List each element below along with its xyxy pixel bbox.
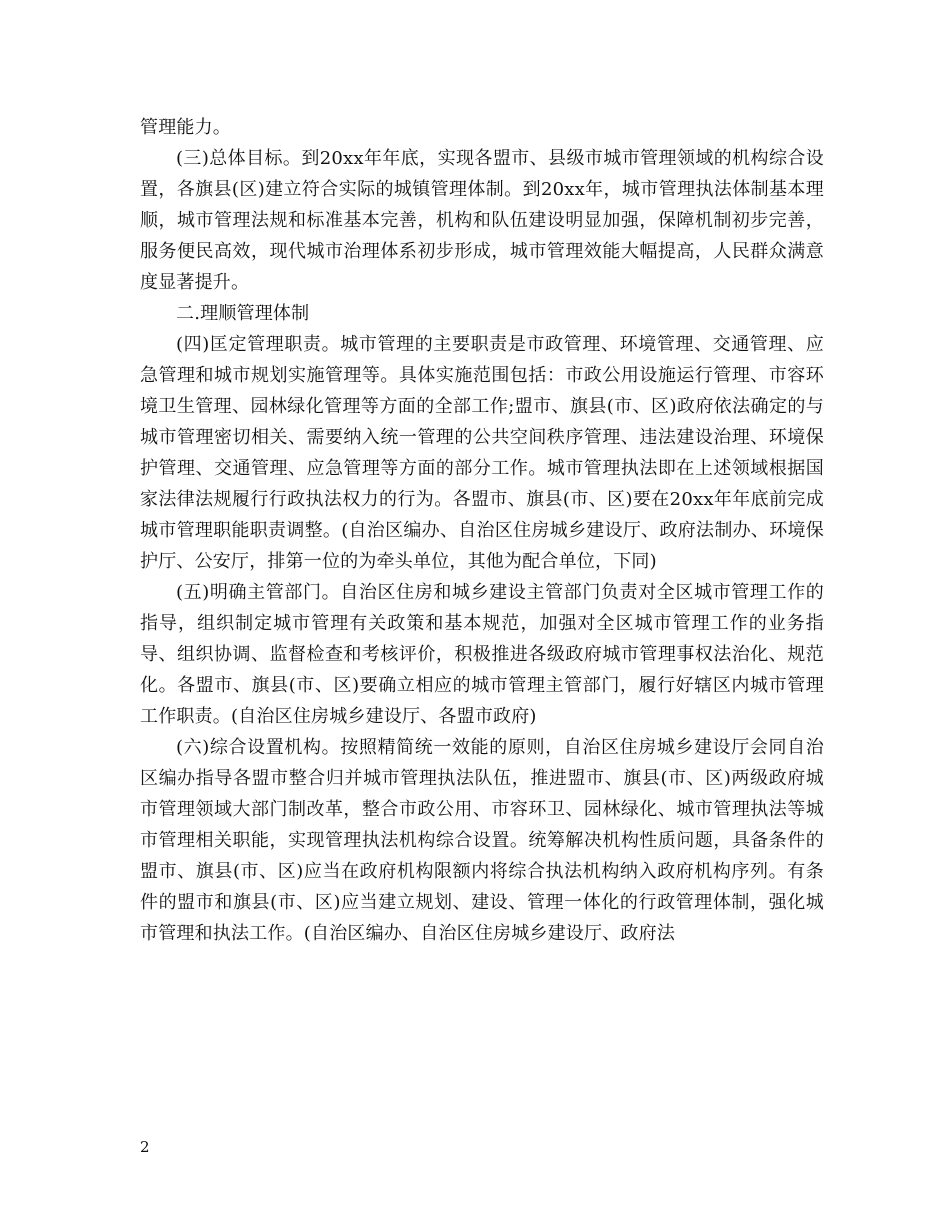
section-heading: 二.理顺管理体制 <box>176 303 310 324</box>
paragraph-institutions: (六)综合设置机构。按照精简统一效能的原则，自治区住房城乡建设厅会同自治区编办指导各盟市整合归并城市管理执法队伍，推进盟市、旗县(市、区)两级政府城市管理领域大部门制改革，整合市政公用、市容环卫、园林绿化、城市管理执法等城市管理相关职能，实现管理执法机构综合设置。统筹解决机构性质问题，具备条件的盟市、旗县(市、区)应当在政府机构限额内将综合执法机构纳入政府机构序列。有条件的盟市和旗县(市、区)应当建立规划、建设、管理一体化的行政管理体制，强化城市管理和执法工作。(自治区编办、自治区住房城乡建设厅、政府法 <box>140 737 824 944</box>
page-number: 2 <box>140 1138 150 1156</box>
document-body <box>140 112 824 949</box>
paragraph-continuation: 管理能力。 <box>140 117 231 138</box>
paragraph-overall-goal: (三)总体目标。到20xx年年底，实现各盟市、县级市城市管理领域的机构综合设置，各旗县(区)建立符合实际的城镇管理体制。到20xx年，城市管理执法体制基本理顺，城市管理法规和标准基本完善，机构和队伍建设明显加强，保障机制初步完善，服务便民高效，现代城市治理体系初步形成，城市管理效能大幅提高，人民群众满意度显著提升。 <box>140 148 824 293</box>
paragraph-duties: (四)匡定管理职责。城市管理的主要职责是市政管理、环境管理、交通管理、应急管理和城市规划实施管理等。具体实施范围包括：市政公用设施运行管理、市容环境卫生管理、园林绿化管理等方面的全部工作;盟市、旗县(市、区)政府依法确定的与城市管理密切相关、需要纳入统一管理的公共空间秩序管理、违法建设治理、环境保护管理、交通管理、应急管理等方面的部分工作。城市管理执法即在上述领域根据国家法律法规履行行政执法权力的行为。各盟市、旗县(市、区)要在20xx年年底前完成城市管理职能职责调整。(自治区编办、自治区住房城乡建设厅、政府法制办、环境保护厅、公安厅，排第一位的为牵头单位，其他为配合单位，下同) <box>140 334 824 572</box>
paragraph-department: (五)明确主管部门。自治区住房和城乡建设主管部门负责对全区城市管理工作的指导，组织制定城市管理有关政策和基本规范，加强对全区城市管理工作的业务指导、组织协调、监督检查和考核评价，积极推进各级政府城市管理事权法治化、规范化。各盟市、旗县(市、区)要确立相应的城市管理主管部门，履行好辖区内城市管理工作职责。(自治区住房城乡建设厅、各盟市政府) <box>140 582 824 727</box>
